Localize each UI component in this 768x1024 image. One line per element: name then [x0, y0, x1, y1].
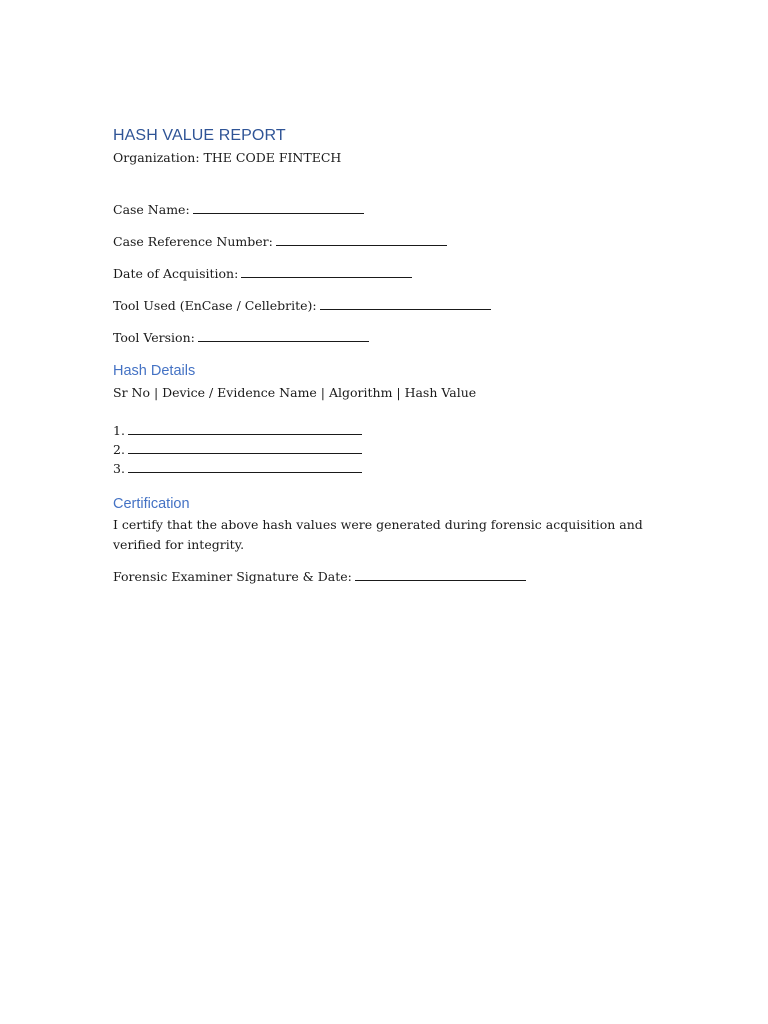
hash-details-heading: Hash Details: [113, 363, 196, 379]
field-label: Tool Used (EnCase / Cellebrite):: [113, 298, 317, 313]
field-label: Case Reference Number:: [113, 234, 273, 249]
row-number: 1.: [113, 423, 125, 438]
field-label: Date of Acquisition:: [113, 266, 239, 281]
fill-in-blank: [128, 462, 362, 473]
fill-in-blank: [128, 424, 362, 435]
field-tool-version: [113, 330, 369, 346]
fill-in-blank: [241, 267, 412, 278]
hash-row-3: [113, 461, 362, 477]
fill-in-blank: [276, 235, 447, 246]
field-case-name: [113, 202, 364, 218]
hash-details-columns: Sr No | Device / Evidence Name | Algorithm | Hash Value: [113, 385, 477, 400]
fill-in-blank: [355, 570, 526, 581]
certification-statement: I certify that the above hash values were generated during forensic acquisition and verified for integrity.: [113, 517, 643, 552]
hash-row-1: [113, 423, 362, 439]
hash-row-2: [113, 442, 362, 458]
organization-line: Organization: THE CODE FINTECH: [113, 150, 342, 165]
field-tool-used: [113, 298, 491, 314]
field-label: Tool Version:: [113, 330, 195, 345]
field-case-reference-number: [113, 234, 447, 250]
fill-in-blank: [198, 331, 369, 342]
fill-in-blank: [193, 203, 364, 214]
row-number: 3.: [113, 461, 125, 476]
field-label: Case Name:: [113, 202, 190, 217]
signature-label: Forensic Examiner Signature & Date:: [113, 569, 352, 584]
document-title: HASH VALUE REPORT: [113, 127, 286, 144]
fill-in-blank: [128, 443, 362, 454]
signature-field: [113, 569, 526, 585]
fill-in-blank: [320, 299, 491, 310]
field-date-of-acquisition: [113, 266, 412, 282]
row-number: 2.: [113, 442, 125, 457]
certification-heading: Certification: [113, 496, 190, 512]
